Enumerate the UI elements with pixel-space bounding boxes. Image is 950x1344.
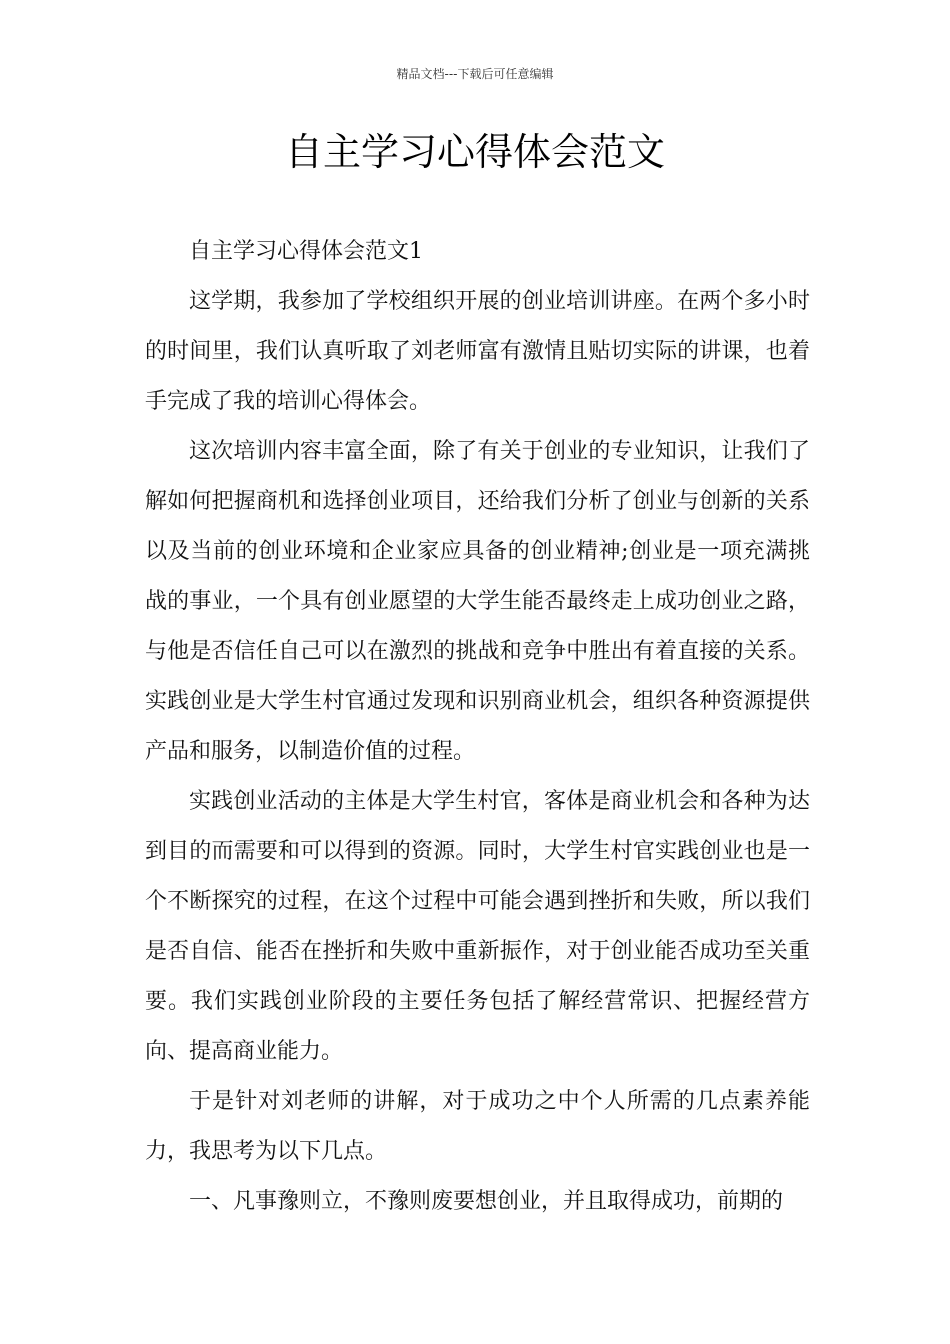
paragraph-4: 于是针对刘老师的讲解，对于成功之中个人所需的几点素养能力，我思考为以下几点。: [145, 1089, 810, 1164]
paragraph-5: 一、凡事豫则立，不豫则废要想创业，并且取得成功，前期的: [189, 1189, 784, 1214]
document-body: [145, 227, 810, 1227]
paragraph-2: 这次培训内容丰富全面，除了有关于创业的专业知识，让我们了解如何把握商机和选择创业项目，还给我们分析了创业与创新的关系以及当前的创业环境和企业家应具备的创业精神;创业是一项充满挑战的事业，一个具有创业愿望的大学生能否最终走上成功创业之路，与他是否信任自己可以在激烈的挑战和竞争中胜出有着直接的关系。实践创业是大学生村官通过发现和识别商业机会，组织各种资源提供产品和服务，以制造价值的过程。: [145, 439, 810, 764]
header-note: 精品文档---下载后可任意编辑: [396, 67, 554, 81]
document-title: 自主学习心得体会范文: [284, 130, 665, 174]
section-heading: 自主学习心得体会范文1: [189, 239, 423, 264]
paragraph-3: 实践创业活动的主体是大学生村官，客体是商业机会和各种为达到目的而需要和可以得到的资源。同时，大学生村官实践创业也是一个不断探究的过程，在这个过程中可能会遇到挫折和失败，所以我们是否自信、能否在挫折和失败中重新振作，对于创业能否成功至关重要。我们实践创业阶段的主要任务包括了解经营常识、把握经营方向、提高商业能力。: [145, 789, 810, 1064]
paragraph-1: 这学期，我参加了学校组织开展的创业培训讲座。在两个多小时的时间里，我们认真听取了刘老师富有激情且贴切实际的讲课，也着手完成了我的培训心得体会。: [145, 289, 810, 414]
